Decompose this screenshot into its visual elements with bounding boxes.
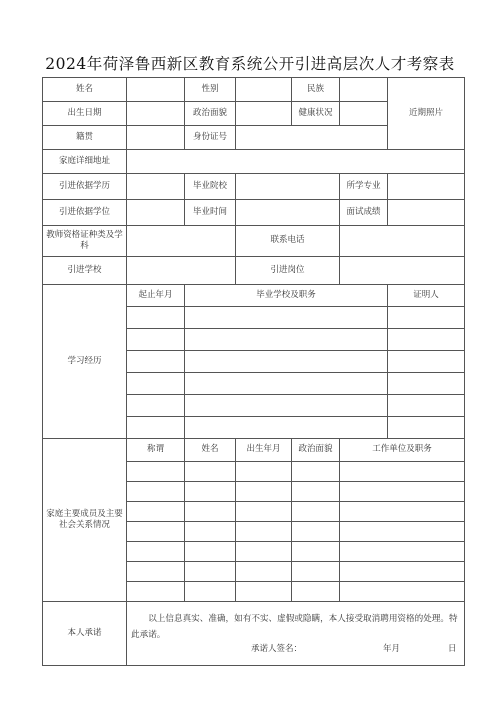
family-header-political: 政治面貌	[292, 439, 340, 462]
label-teacher-certificate: 教师资格证种类及学科	[43, 226, 127, 257]
page-title: 2024年荷泽鲁西新区教育系统公开引进高层次人才考察表	[45, 55, 455, 73]
input-name[interactable]	[127, 78, 185, 102]
study-row-school[interactable]	[185, 351, 388, 373]
pledge-cell	[127, 602, 465, 666]
study-row-period[interactable]	[127, 395, 185, 417]
family-row-workplace[interactable]	[340, 522, 465, 542]
study-row-period[interactable]	[127, 307, 185, 329]
label-name: 姓名	[43, 78, 127, 102]
family-header-birth: 出生年月	[236, 439, 292, 462]
family-row-workplace[interactable]	[340, 542, 465, 562]
family-row-relation[interactable]	[127, 542, 185, 562]
label-gender: 性别	[185, 78, 236, 102]
label-birth-date: 出生日期	[43, 102, 127, 126]
input-id-number[interactable]	[236, 126, 388, 150]
input-major[interactable]	[388, 174, 465, 200]
input-health[interactable]	[340, 102, 388, 126]
input-phone[interactable]	[340, 226, 465, 257]
label-interview-score: 面试成绩	[340, 200, 388, 226]
input-gender[interactable]	[236, 78, 292, 102]
input-target-school[interactable]	[127, 257, 236, 285]
pledge-signature-label: 承诺人签名：	[251, 644, 303, 654]
label-degree-education: 引进依据学历	[43, 174, 127, 200]
family-header-workplace: 工作单位及职务	[340, 439, 465, 462]
study-section-label: 学习经历	[43, 285, 127, 439]
family-row-birth[interactable]	[236, 522, 292, 542]
family-row-birth[interactable]	[236, 482, 292, 502]
input-political-status[interactable]	[236, 102, 292, 126]
family-row-political[interactable]	[292, 462, 340, 482]
input-target-post[interactable]	[340, 257, 465, 285]
label-major: 所学专业	[340, 174, 388, 200]
input-ethnicity[interactable]	[340, 78, 388, 102]
family-row-relation[interactable]	[127, 522, 185, 542]
input-interview-score[interactable]	[388, 200, 465, 226]
pledge-text: 以上信息真实、准确，如有不实、虚假或隐瞒，本人接受取消聘用资格的处理。特此承诺。	[131, 614, 458, 640]
label-graduate-school: 毕业院校	[185, 174, 236, 200]
family-row-political[interactable]	[292, 582, 340, 602]
family-row-relation[interactable]	[127, 482, 185, 502]
study-header-witness: 证明人	[388, 285, 465, 307]
label-graduation-time: 毕业时间	[185, 200, 236, 226]
label-ethnicity: 民族	[292, 78, 340, 102]
family-row-name[interactable]	[185, 462, 236, 482]
label-id-number: 身份证号	[185, 126, 236, 150]
study-row-witness[interactable]	[388, 395, 465, 417]
input-birth-date[interactable]	[127, 102, 185, 126]
study-row-school[interactable]	[185, 329, 388, 351]
family-header-relation: 称谓	[127, 439, 185, 462]
input-native-place[interactable]	[127, 126, 185, 150]
study-row-period[interactable]	[127, 373, 185, 395]
family-row-workplace[interactable]	[340, 562, 465, 582]
pledge-year-month: 年月	[383, 644, 401, 654]
label-target-post: 引进岗位	[236, 257, 340, 285]
label-home-address: 家庭详细地址	[43, 150, 127, 174]
study-row-period[interactable]	[127, 351, 185, 373]
family-row-political[interactable]	[292, 502, 340, 522]
study-row-witness[interactable]	[388, 329, 465, 351]
study-row-school[interactable]	[185, 307, 388, 329]
study-row-school[interactable]	[185, 417, 388, 439]
family-row-birth[interactable]	[236, 582, 292, 602]
family-row-relation[interactable]	[127, 562, 185, 582]
label-native-place: 籍贯	[43, 126, 127, 150]
study-header-school: 毕业学校及职务	[185, 285, 388, 307]
family-row-name[interactable]	[185, 542, 236, 562]
study-row-witness[interactable]	[388, 351, 465, 373]
family-row-workplace[interactable]	[340, 502, 465, 522]
label-target-school: 引进学校	[43, 257, 127, 285]
study-row-period[interactable]	[127, 417, 185, 439]
study-header-period: 起止年月	[127, 285, 185, 307]
family-row-birth[interactable]	[236, 462, 292, 482]
study-row-witness[interactable]	[388, 373, 465, 395]
assessment-form-table	[42, 77, 465, 666]
family-row-workplace[interactable]	[340, 582, 465, 602]
family-row-name[interactable]	[185, 582, 236, 602]
input-degree-education[interactable]	[127, 174, 185, 200]
study-row-school[interactable]	[185, 373, 388, 395]
family-header-name: 姓名	[185, 439, 236, 462]
label-degree: 引进依据学位	[43, 200, 127, 226]
family-row-relation[interactable]	[127, 502, 185, 522]
family-row-political[interactable]	[292, 482, 340, 502]
family-row-workplace[interactable]	[340, 482, 465, 502]
family-row-name[interactable]	[185, 482, 236, 502]
family-row-name[interactable]	[185, 562, 236, 582]
family-row-relation[interactable]	[127, 582, 185, 602]
input-home-address[interactable]	[127, 150, 465, 174]
label-phone: 联系电话	[236, 226, 340, 257]
family-row-name[interactable]	[185, 522, 236, 542]
family-row-relation[interactable]	[127, 462, 185, 482]
pledge-day: 日	[448, 644, 457, 654]
family-row-birth[interactable]	[236, 562, 292, 582]
input-teacher-certificate[interactable]	[127, 226, 236, 257]
study-row-period[interactable]	[127, 329, 185, 351]
study-row-school[interactable]	[185, 395, 388, 417]
input-graduation-time[interactable]	[236, 200, 340, 226]
family-row-name[interactable]	[185, 502, 236, 522]
input-graduate-school[interactable]	[236, 174, 340, 200]
photo-box[interactable]: 近期照片	[388, 78, 465, 150]
family-row-birth[interactable]	[236, 502, 292, 522]
family-row-birth[interactable]	[236, 542, 292, 562]
input-degree[interactable]	[127, 200, 185, 226]
study-row-witness[interactable]	[388, 307, 465, 329]
label-political-status: 政治面貌	[185, 102, 236, 126]
family-section-label: 家庭主要成员及主要社会关系情况	[43, 439, 127, 602]
label-health: 健康状况	[292, 102, 340, 126]
family-row-political[interactable]	[292, 562, 340, 582]
family-row-workplace[interactable]	[340, 462, 465, 482]
study-row-witness[interactable]	[388, 417, 465, 439]
pledge-label: 本人承诺	[43, 602, 127, 666]
family-row-political[interactable]	[292, 522, 340, 542]
family-row-political[interactable]	[292, 542, 340, 562]
